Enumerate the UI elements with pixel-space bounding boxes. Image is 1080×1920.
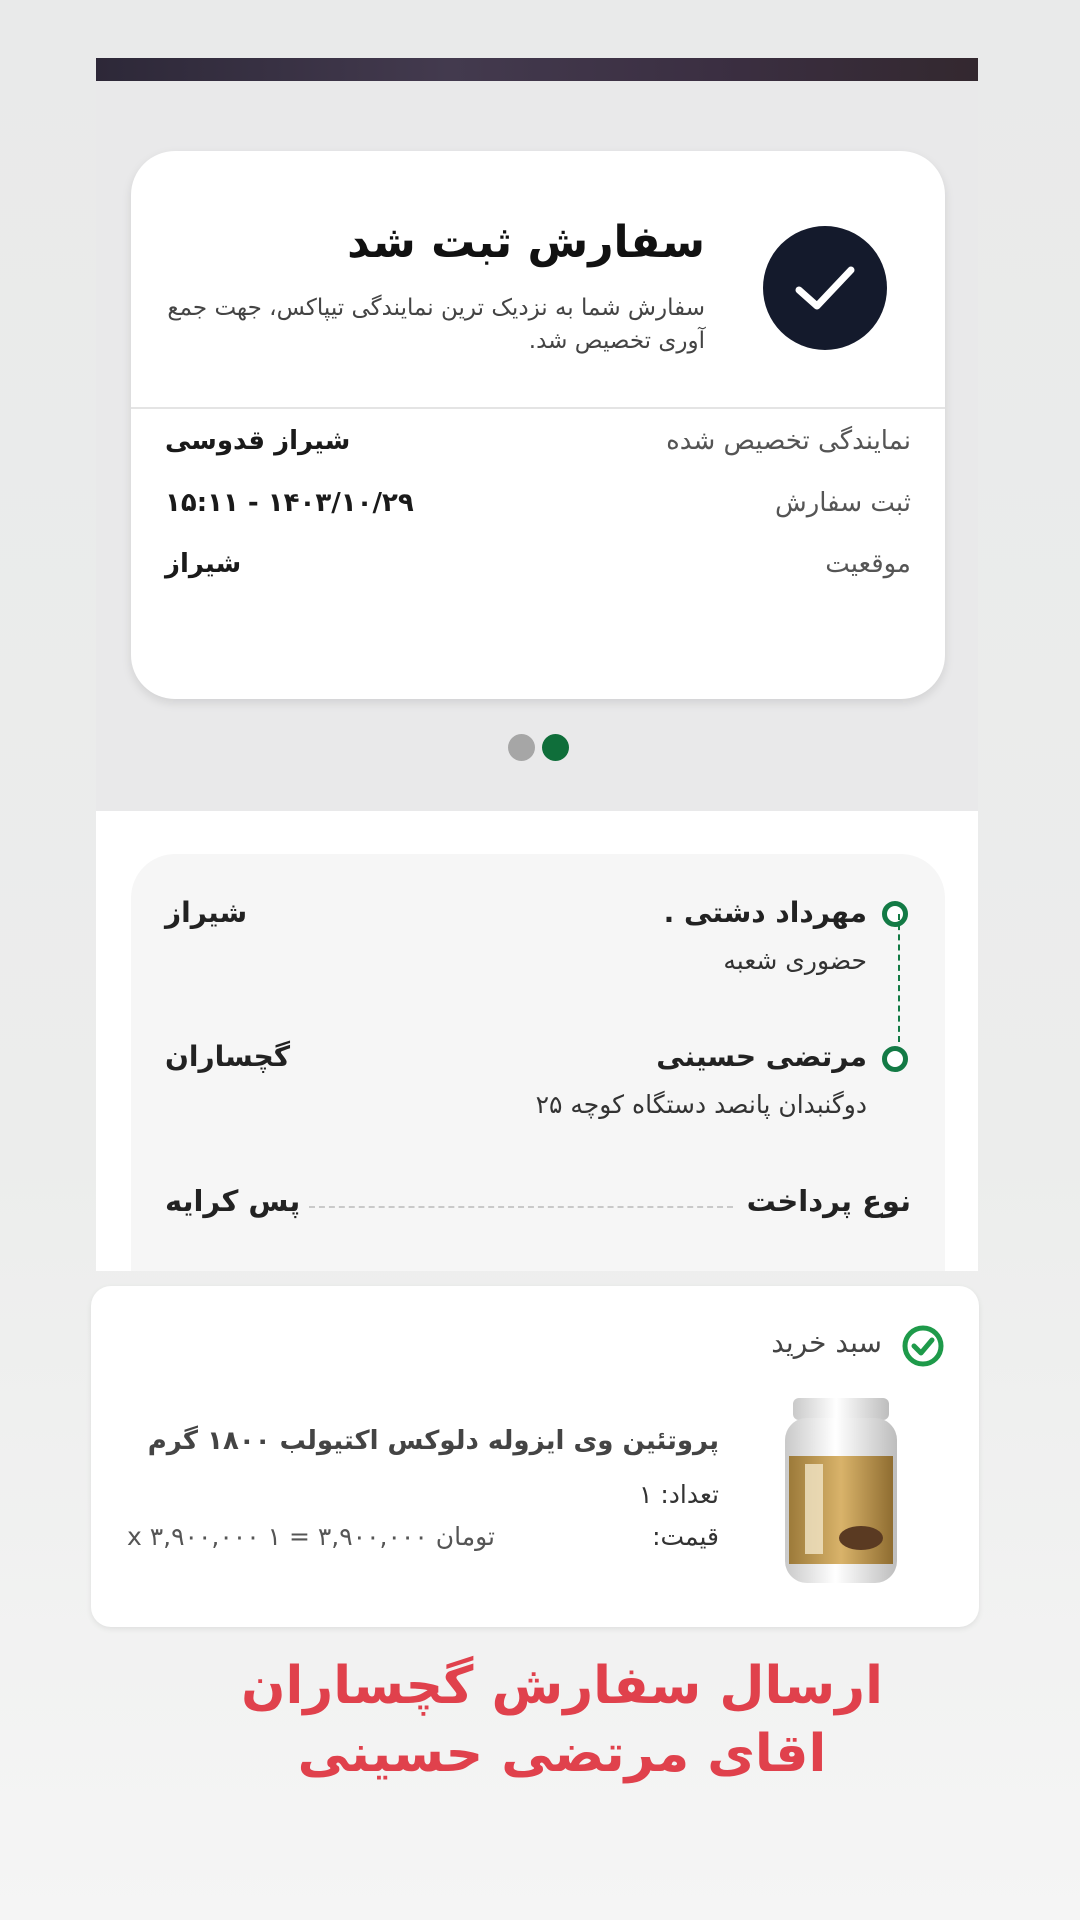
info-value: شیراز [165,549,242,579]
payment-type-label: نوع پرداخت [746,1184,911,1218]
receiver-name: مرتضی حسینی [656,1040,867,1073]
order-status-card [131,151,945,699]
status-title: سفارش ثبت شد [347,217,705,268]
divider [131,407,945,409]
carousel-dot-active[interactable] [542,734,569,761]
info-value: ۱۴۰۳/۱۰/۲۹ - ۱۵:۱۱ [165,488,414,518]
product-price-value: تومان ۳,۹۰۰,۰۰۰ = ۱ x ۳,۹۰۰,۰۰۰ [127,1522,495,1551]
top-banner [96,58,978,81]
info-row-order-date [165,488,911,528]
route-card [131,854,945,1271]
info-row-location [165,549,911,589]
payment-type-value: پس کرایه [165,1184,301,1218]
payment-dashed-line [309,1206,733,1208]
info-value: شیراز قدوسی [165,426,351,456]
info-label: ثبت سفارش [774,488,911,518]
receiver-dot-icon [882,1046,908,1072]
check-icon [763,226,887,350]
overlay-caption [212,1652,912,1788]
info-label: موقعیت [825,549,911,579]
info-label: نمایندگی تخصیص شده [666,426,911,456]
caption-line-2: اقای مرتضی حسینی [297,1724,827,1784]
cart-title: سبد خرید [771,1326,882,1359]
sender-city: شیراز [165,896,248,929]
receiver-address: دوگنبدان پانصد دستگاه کوچه ۲۵ [535,1090,867,1119]
check-circle-icon [901,1324,945,1368]
status-subtitle: سفارش شما به نزدیک ترین نمایندگی تیپاکس، جهت جمع آوری تخصیص شد. [167,295,705,354]
receiver-city: گچساران [165,1040,291,1073]
product-image [779,1398,903,1588]
cart-card [91,1286,979,1627]
sender-name: مهرداد دشتی . [663,896,867,929]
sender-dot-icon [882,901,908,927]
product-name: پروتئین وی ایزوله دلوکس اکتیولب ۱۸۰۰ گرم [147,1426,719,1456]
route-connector [898,914,900,1042]
product-price-label: قیمت: [652,1522,719,1551]
info-row-agency [165,426,911,466]
carousel-dot[interactable] [508,734,535,761]
caption-line-1: ارسال سفارش گچساران [241,1656,883,1716]
product-quantity: تعداد: ۱ [638,1480,719,1509]
sender-address: حضوری شعبه [723,946,867,975]
